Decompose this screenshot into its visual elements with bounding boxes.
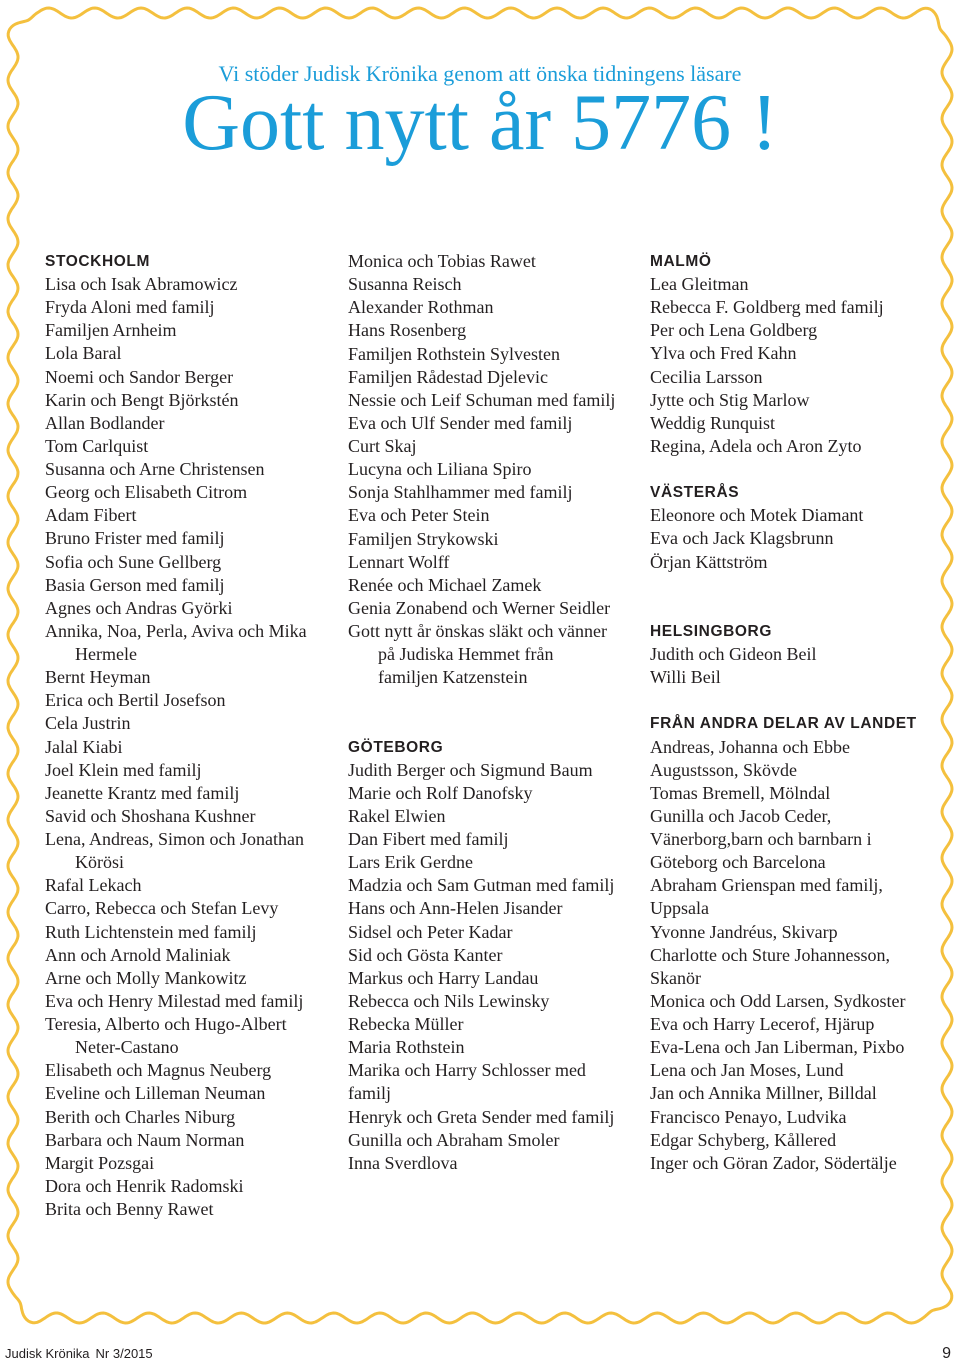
section-heading-stockholm: STOCKHOLM bbox=[45, 253, 150, 270]
greeting-entry-continuation: familj bbox=[348, 1083, 391, 1104]
greeting-entry-line: Andreas, Johanna och Ebbe bbox=[650, 736, 850, 757]
greeting-entry: Savid och Shoshana Kushner bbox=[45, 805, 256, 826]
greeting-list bbox=[348, 250, 638, 689]
greeting-entry: Brita och Benny Rawet bbox=[45, 1199, 214, 1220]
greeting-entry: Per och Lena Goldberg bbox=[650, 320, 818, 341]
greeting-entry: Maria Rothstein bbox=[348, 1037, 465, 1058]
greeting-entry bbox=[650, 805, 940, 874]
page-subtitle: Vi stöder Judisk Krönika genom att önska tidningens läsare bbox=[218, 61, 742, 86]
page-title: Gott nytt år 5776 ! bbox=[182, 79, 778, 167]
greeting-entry: Monica och Tobias Rawet bbox=[348, 251, 536, 271]
greeting-entry: Georg och Elisabeth Citrom bbox=[45, 482, 248, 503]
greeting-entry bbox=[650, 736, 940, 782]
section-other-regions bbox=[650, 712, 940, 1174]
greeting-list bbox=[650, 504, 940, 573]
greeting-entry: Nessie och Leif Schuman med familj bbox=[348, 389, 616, 410]
section-helsingborg bbox=[650, 620, 940, 689]
greeting-list bbox=[45, 273, 335, 1221]
greeting-entry: Susanna Reisch bbox=[348, 274, 462, 295]
greeting-entry: Francisco Penayo, Ludvika bbox=[650, 1106, 847, 1127]
greeting-entry: Hans och Ann-Helen Jisander bbox=[348, 898, 563, 919]
greeting-entry: Jeanette Krantz med familj bbox=[45, 782, 240, 803]
greeting-entry: Henryk och Greta Sender med familj bbox=[348, 1106, 615, 1127]
greeting-entry: Agnes och Andras Györki bbox=[45, 597, 233, 618]
column-1 bbox=[45, 250, 335, 1221]
greeting-entry: Rakel Elwien bbox=[348, 805, 446, 826]
greeting-entry: Regina, Adela och Aron Zyto bbox=[650, 435, 862, 456]
greeting-entry: Lisa och Isak Abramowicz bbox=[45, 274, 238, 295]
greeting-entry: Eva och Peter Stein bbox=[348, 505, 490, 526]
greeting-entry: Familjen Rådestad Djelevic bbox=[348, 366, 548, 387]
greeting-entry: Arne och Molly Mankowitz bbox=[45, 967, 247, 988]
greeting-entry: Alexander Rothman bbox=[348, 297, 494, 318]
greeting-entry: Joel Klein med familj bbox=[45, 759, 202, 780]
greeting-entry bbox=[650, 944, 940, 990]
greeting-entry: Bernt Heyman bbox=[45, 667, 151, 688]
section-heading-goteborg: GÖTEBORG bbox=[348, 738, 444, 756]
publication-name: Judisk Krönika bbox=[5, 1346, 90, 1361]
greeting-entry-continuation: familjen Katzenstein bbox=[378, 667, 528, 688]
greeting-entry-line: Lena, Andreas, Simon och Jonathan bbox=[45, 829, 304, 850]
greeting-entry bbox=[348, 620, 638, 689]
greeting-entry: Judith och Gideon Beil bbox=[650, 644, 817, 665]
greeting-entry: Eleonore och Motek Diamant bbox=[650, 505, 864, 526]
greeting-entry-continuation: Uppsala bbox=[650, 898, 709, 919]
section-goteborg bbox=[348, 736, 638, 1175]
greeting-entry: Margit Pozsgai bbox=[45, 1152, 155, 1173]
greeting-entry: Marie och Rolf Danofsky bbox=[348, 782, 533, 803]
greeting-entry: Rebecca F. Goldberg med familj bbox=[650, 297, 884, 318]
column-2 bbox=[348, 250, 638, 1175]
greeting-entry: Karin och Bengt Björkstén bbox=[45, 389, 239, 410]
greeting-entry: Cela Justrin bbox=[45, 713, 131, 734]
column-3 bbox=[650, 250, 940, 1175]
section-stockholm-continued bbox=[348, 250, 638, 689]
greeting-entry-line: Teresia, Alberto och Hugo-Albert bbox=[45, 1014, 287, 1035]
greeting-entry-line: Abraham Grienspan med familj, bbox=[650, 875, 883, 896]
greeting-entry: Tom Carlquist bbox=[45, 435, 149, 456]
greeting-entry-line: Charlotte och Sture Johannesson, bbox=[650, 944, 890, 965]
section-stockholm bbox=[45, 250, 335, 1221]
greeting-entry: Fryda Aloni med familj bbox=[45, 297, 215, 318]
greeting-entry: Hans Rosenberg bbox=[348, 320, 467, 341]
greeting-entry: Sofia och Sune Gellberg bbox=[45, 551, 222, 572]
greeting-entry: Jalal Kiabi bbox=[45, 736, 123, 757]
greeting-entry: Lea Gleitman bbox=[650, 274, 749, 295]
greeting-entry: Curt Skaj bbox=[348, 436, 417, 456]
greeting-entry-line: Gott nytt år önskas släkt och vänner bbox=[348, 621, 607, 641]
greeting-entry: Tomas Bremell, Mölndal bbox=[650, 782, 831, 803]
greeting-entry-continuation: Göteborg och Barcelona bbox=[650, 852, 826, 873]
page-number: 9 bbox=[942, 1345, 951, 1362]
greeting-entry bbox=[650, 874, 940, 920]
greeting-entry: Lena och Jan Moses, Lund bbox=[650, 1060, 844, 1081]
section-heading-vasteras: VÄSTERÅS bbox=[650, 484, 740, 502]
section-malmo bbox=[650, 250, 940, 458]
greeting-entry: Elisabeth och Magnus Neuberg bbox=[45, 1060, 272, 1081]
greeting-entry: Rafal Lekach bbox=[45, 875, 142, 896]
section-heading-helsingborg: HELSINGBORG bbox=[650, 622, 772, 640]
greeting-entry: Cecilia Larsson bbox=[650, 366, 763, 387]
greeting-entry: Inger och Göran Zador, Södertälje bbox=[650, 1152, 897, 1173]
greeting-entry-continuation: på Judiska Hemmet från bbox=[378, 644, 554, 665]
greeting-entry-continuation: Körösi bbox=[75, 852, 124, 873]
greeting-entry: Carro, Rebecca och Stefan Levy bbox=[45, 898, 279, 919]
greeting-list bbox=[348, 759, 638, 1175]
greeting-entry: Adam Fibert bbox=[45, 505, 137, 526]
greeting-entry: Sid och Gösta Kanter bbox=[348, 944, 503, 965]
greeting-entry: Yvonne Jandréus, Skivarp bbox=[650, 921, 838, 942]
greeting-entry: Familjen Arnheim bbox=[45, 320, 177, 341]
section-vasteras bbox=[650, 481, 940, 573]
greeting-entry-line: Annika, Noa, Perla, Aviva och Mika bbox=[45, 620, 307, 641]
greeting-entry: Lennart Wolff bbox=[348, 551, 450, 572]
greeting-entry: Madzia och Sam Gutman med familj bbox=[348, 875, 615, 896]
greeting-entry: Eveline och Lilleman Neuman bbox=[45, 1083, 266, 1104]
greeting-entry: Lucyna och Liliana Spiro bbox=[348, 459, 532, 480]
greeting-entry: Weddig Runquist bbox=[650, 412, 776, 433]
greeting-entry: Noemi och Sandor Berger bbox=[45, 366, 234, 387]
greeting-entry: Berith och Charles Niburg bbox=[45, 1106, 236, 1127]
greeting-entry: Eva och Henry Milestad med familj bbox=[45, 990, 304, 1011]
greeting-entry-continuation: Augustsson, Skövde bbox=[650, 759, 798, 780]
greeting-entry: Sonja Stahlhammer med familj bbox=[348, 482, 573, 503]
greeting-entry: Monica och Odd Larsen, Sydkoster bbox=[650, 990, 906, 1011]
greeting-list bbox=[650, 736, 940, 1175]
greeting-entry: Rebecka Müller bbox=[348, 1014, 464, 1035]
greeting-entry: Basia Gerson med familj bbox=[45, 574, 225, 595]
greeting-entry: Lola Baral bbox=[45, 343, 122, 364]
greeting-list bbox=[650, 273, 940, 458]
greeting-entry: Markus och Harry Landau bbox=[348, 967, 539, 988]
greeting-entry: Rebecca och Nils Lewinsky bbox=[348, 990, 550, 1011]
greeting-entry-line: Gunilla och Jacob Ceder, bbox=[650, 805, 832, 826]
greeting-entry: Ylva och Fred Kahn bbox=[650, 343, 797, 364]
greeting-entry-continuation: Neter-Castano bbox=[75, 1037, 179, 1058]
issue-number: Nr 3/2015 bbox=[95, 1346, 153, 1361]
greeting-entry: Ruth Lichtenstein med familj bbox=[45, 921, 257, 942]
greeting-entry: Edgar Schyberg, Kållered bbox=[650, 1129, 837, 1150]
greeting-list bbox=[650, 643, 940, 689]
greeting-entry: Renée och Michael Zamek bbox=[348, 574, 542, 595]
greeting-entry: Jytte och Stig Marlow bbox=[650, 389, 810, 410]
greeting-entry: Inna Sverdlova bbox=[348, 1152, 458, 1173]
greeting-entry: Dora och Henrik Radomski bbox=[45, 1175, 244, 1196]
greeting-entry: Judith Berger och Sigmund Baum bbox=[348, 759, 593, 780]
greeting-entry bbox=[348, 1059, 638, 1105]
greeting-entry: Jan och Annika Millner, Billdal bbox=[650, 1083, 877, 1104]
greeting-entry: Allan Bodlander bbox=[45, 412, 165, 433]
greeting-entry: Erica och Bertil Josefson bbox=[45, 690, 226, 711]
greeting-entry bbox=[45, 828, 335, 874]
greeting-entry: Familjen Strykowski bbox=[348, 528, 499, 549]
greeting-entry-continuation: Skanör bbox=[650, 967, 701, 988]
section-heading-malmo: MALMÖ bbox=[650, 253, 712, 270]
greeting-entry: Familjen Rothstein Sylvesten bbox=[348, 343, 560, 364]
footer-publication bbox=[5, 1346, 153, 1362]
greeting-entry: Barbara och Naum Norman bbox=[45, 1129, 245, 1150]
section-heading-other-regions: FRÅN ANDRA DELAR AV LANDET bbox=[650, 715, 917, 733]
greeting-entry: Eva och Jack Klagsbrunn bbox=[650, 528, 834, 549]
greeting-entry bbox=[45, 1013, 335, 1059]
greeting-entry: Bruno Frister med familj bbox=[45, 528, 225, 549]
greeting-entry: Dan Fibert med familj bbox=[348, 829, 509, 850]
greeting-entry: Eva och Ulf Sender med familj bbox=[348, 412, 573, 433]
greeting-entry: Örjan Kättström bbox=[650, 551, 768, 572]
greeting-entry: Eva och Harry Lecerof, Hjärup bbox=[650, 1014, 875, 1035]
greeting-entry: Willi Beil bbox=[650, 667, 721, 688]
greeting-entry: Sidsel och Peter Kadar bbox=[348, 921, 513, 942]
greeting-entry bbox=[45, 620, 335, 666]
greeting-entry: Susanna och Arne Christensen bbox=[45, 459, 265, 480]
greeting-entry: Ann och Arnold Maliniak bbox=[45, 944, 231, 965]
greeting-entry-line: Marika och Harry Schlosser med bbox=[348, 1060, 586, 1081]
greeting-entry: Genia Zonabend och Werner Seidler bbox=[348, 597, 611, 618]
greeting-entry: Eva-Lena och Jan Liberman, Pixbo bbox=[650, 1037, 905, 1058]
greeting-entry: Lars Erik Gerdne bbox=[348, 852, 473, 873]
greeting-entry-continuation: Hermele bbox=[75, 644, 137, 665]
greeting-entry: Gunilla och Abraham Smoler bbox=[348, 1129, 560, 1150]
greeting-entry-continuation: Vänerborg,barn och barnbarn i bbox=[650, 829, 872, 850]
